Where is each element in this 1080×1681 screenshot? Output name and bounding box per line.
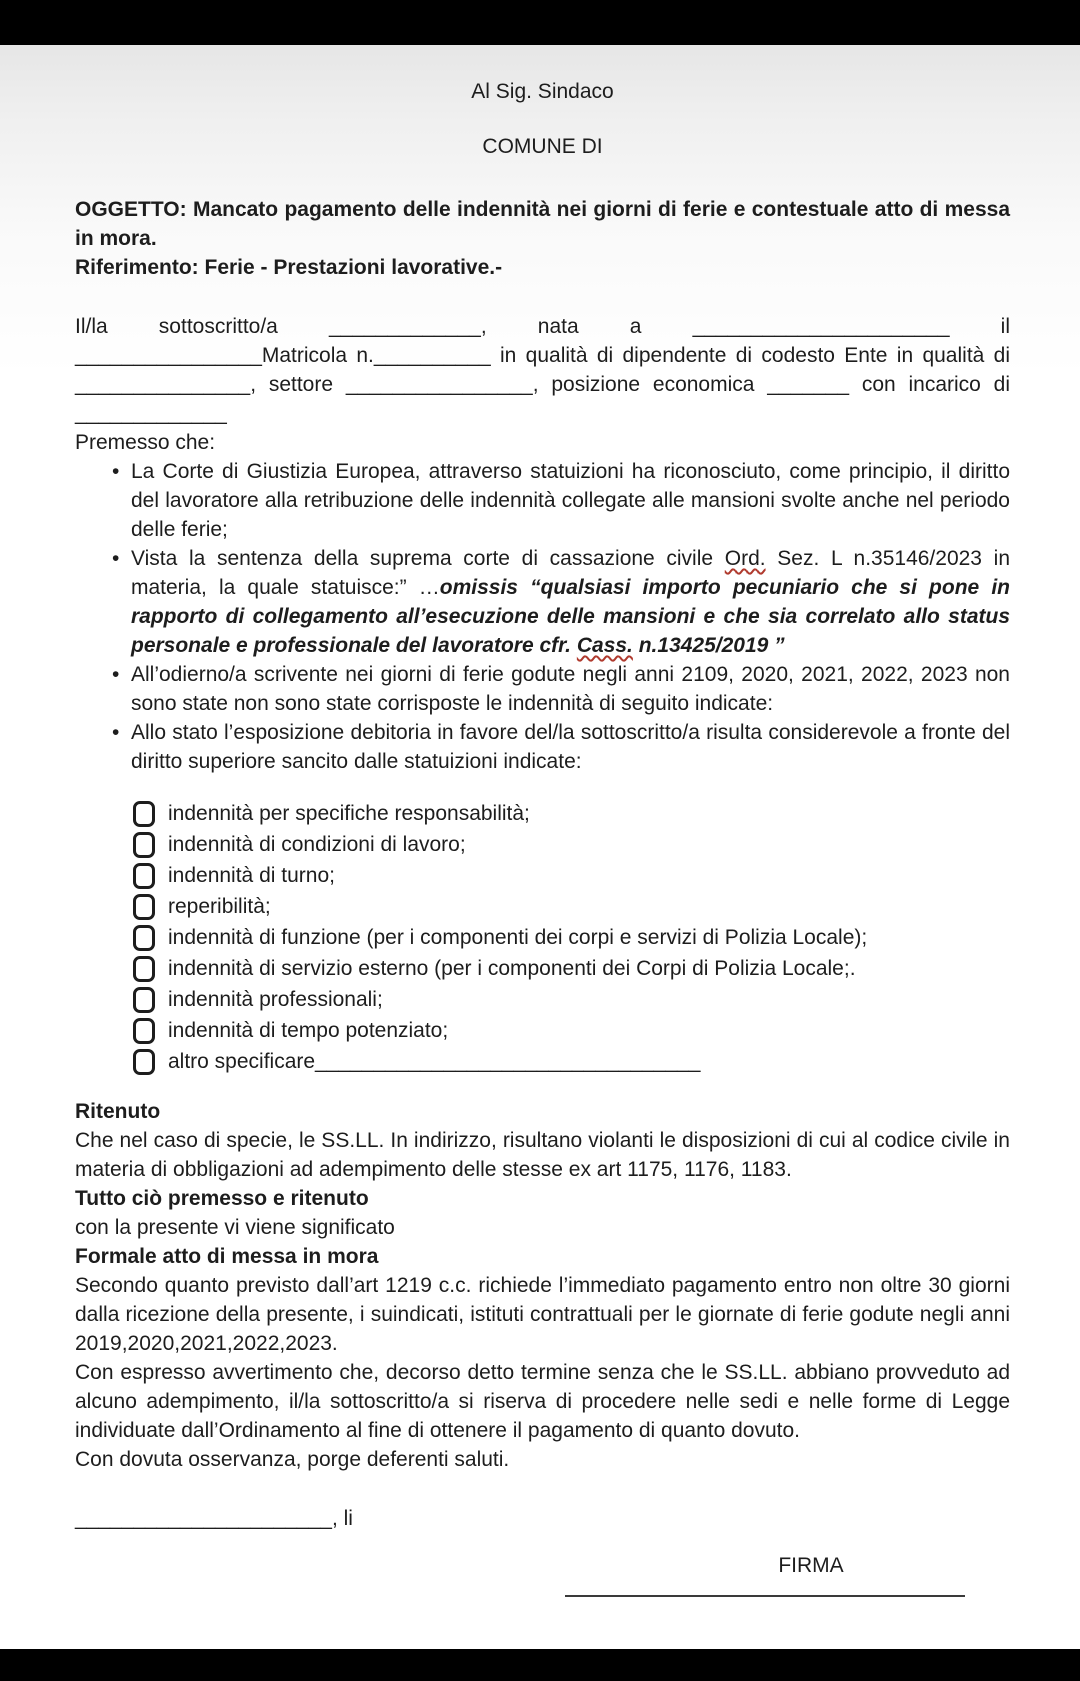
place-date-blank-line: ______________________, li (75, 1507, 353, 1530)
checklist-label: indennità di servizio esterno (per i componenti dei Corpi di Polizia Locale;. (168, 957, 856, 980)
checklist-row (133, 953, 1010, 984)
bullet-item-esposizione: • Allo stato l’esposizione debitoria in favore del/la sottoscritto/a risulta considerevole a fronte del diritto superiore sancito dalle statuizioni indicate: (112, 718, 1010, 776)
indemnity-checklist (133, 798, 1010, 1077)
saluti-line: Con dovuta osservanza, porge deferenti saluti. (75, 1448, 510, 1471)
checkbox-reperibilita[interactable] (133, 894, 155, 920)
checklist-label: indennità di turno; (168, 864, 335, 887)
checkbox-turno[interactable] (133, 863, 155, 889)
signature-block (565, 1551, 965, 1597)
tutto-cio-heading: Tutto ciò premesso e ritenuto (75, 1187, 369, 1210)
checkbox-condizioni-lavoro[interactable] (133, 832, 155, 858)
municipality-line: COMUNE DI (482, 135, 603, 158)
bullet-cassazione-mid: Sez. L n.35146/2023 in materia, la quale statuisce:” … (131, 547, 1010, 599)
misspelled-word-ord: Ord. (724, 547, 766, 570)
subject-oggetto: OGGETTO: Mancato pagamento delle indennità nei giorni di ferie e contestuale atto di messa in mora. (75, 198, 1010, 250)
significato-line: con la presente vi viene significato (75, 1216, 395, 1239)
premesso-label: Premesso che: (75, 431, 216, 454)
bullet-item-odierno: • All’odierno/a scrivente nei giorni di ferie godute negli anni 2109, 2020, 2021, 2022, 2023 non sono state non sono state corrisposte le indennità di seguito indicate: (112, 660, 1010, 718)
formale-atto-heading: Formale atto di messa in mora (75, 1245, 379, 1268)
checklist-row (133, 1015, 1010, 1046)
checklist-label: indennità professionali; (168, 988, 383, 1011)
checkbox-funzione[interactable] (133, 925, 155, 951)
checklist-label: indennità di funzione (per i componenti dei corpi e servizi di Polizia Locale); (168, 926, 868, 949)
formale-atto-body: Secondo quanto previsto dall’art 1219 c.c. richiede l’immediato pagamento entro non oltre 30 giorni dalla ricezione della presente, i suindicati, istituti contrattuali per le giornate di ferie godute negli anni 2019,2020,2021,2022,2023. (75, 1274, 1010, 1355)
ritenuto-body: Che nel caso di specie, le SS.LL. In indirizzo, risultano violanti le disposizioni di cui al codice civile in materia di obbligazioni ad adempimento delle stesse ex art 1175, 1176, 1183. (75, 1129, 1010, 1181)
intro-paragraph: Il/la sottoscritto/a _____________, nata a ______________________ il ________________Matricola n.__________ in qualità di dipendente di codesto Ente in qualità di _______________, settore ________________, posizione economica _______ con incarico di _____________ (75, 315, 1010, 425)
firma-label: FIRMA (778, 1554, 844, 1577)
checklist-label-altro-specificare: altro specificare_________________________________ (168, 1050, 701, 1073)
checklist-label: indennità di tempo potenziato; (168, 1019, 449, 1042)
checkbox-specifiche-responsabilita[interactable] (133, 801, 155, 827)
checklist-row (133, 891, 1010, 922)
premesso-bullet-list (112, 457, 1010, 776)
subject-block (75, 195, 1010, 282)
letterbox-top (0, 0, 1080, 45)
signature-line (565, 1594, 965, 1597)
subject-riferimento: Riferimento: Ferie - Prestazioni lavorative.- (75, 256, 503, 279)
avvertimento-paragraph: Con espresso avvertimento che, decorso detto termine senza che le SS.LL. abbiano provveduto ad alcuno adempimento, il/la sottoscritto/a si riserva di procedere nelle sedi e nelle forme di Legge individuate dall’Ordinamento al fine di ottenere il pagamento di quanto dovuto. (75, 1361, 1010, 1442)
checkbox-tempo-potenziato[interactable] (133, 1018, 155, 1044)
checkbox-servizio-esterno[interactable] (133, 956, 155, 982)
checklist-row (133, 1046, 1010, 1077)
checklist-row (133, 922, 1010, 953)
bullet-cassazione-quote: omissis “qualsiasi importo pecuniario che si pone in rapporto di collegamento all’esecuzione delle mansioni e che sia correlato allo status personale e professionale del lavoratore cfr. (131, 576, 1011, 657)
checklist-label: indennità di condizioni di lavoro; (168, 833, 466, 856)
letterbox-bottom (0, 1649, 1080, 1681)
checklist-row (133, 984, 1010, 1015)
recipient-line: Al Sig. Sindaco (471, 80, 614, 103)
checkbox-altro[interactable] (133, 1049, 155, 1075)
bullet-cassazione-quote-end: n.13425/2019 ” (632, 634, 785, 657)
checklist-row (133, 860, 1010, 891)
bullet-item-cassazione (112, 544, 1010, 660)
ritenuto-section (75, 1097, 1010, 1474)
checklist-label: indennità per specifiche responsabilità; (168, 802, 530, 825)
ritenuto-heading: Ritenuto (75, 1100, 161, 1123)
checklist-label: reperibilità; (168, 895, 271, 918)
checkbox-professionali[interactable] (133, 987, 155, 1013)
misspelled-word-cass: Cass. (576, 634, 633, 657)
checklist-row (133, 798, 1010, 829)
checklist-row (133, 829, 1010, 860)
bullet-item-court-of-justice: • La Corte di Giustizia Europea, attraverso statuizioni ha riconosciuto, come principio, il diritto del lavoratore alla retribuzione delle indennità collegate alle mansioni svolte anche nel periodo delle ferie; (112, 457, 1010, 544)
bullet-cassazione-pre: Vista la sentenza della suprema corte di cassazione civile (131, 547, 725, 570)
document-content (0, 45, 1080, 1597)
document-page (0, 45, 1080, 1649)
